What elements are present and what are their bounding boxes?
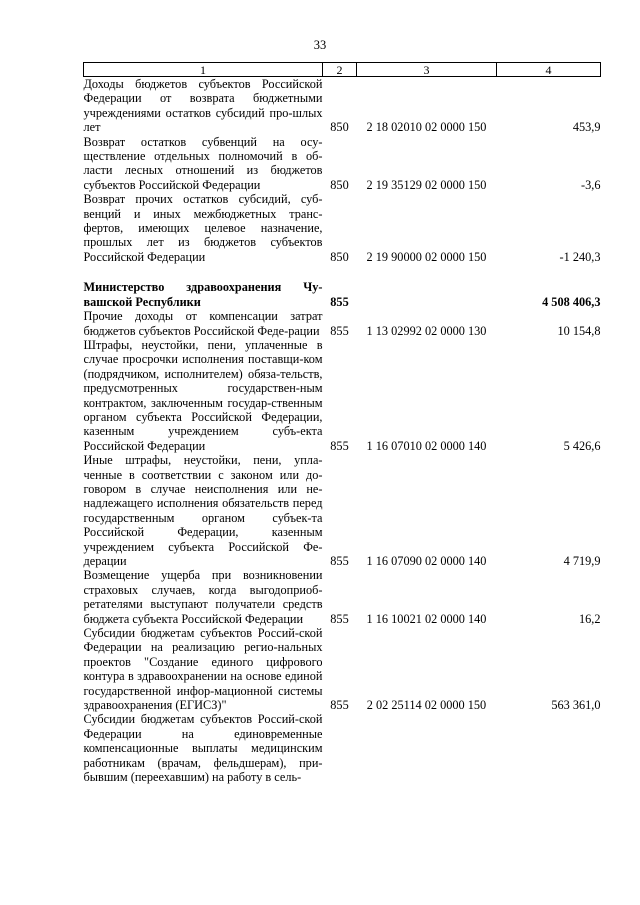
row-amount: [497, 712, 601, 784]
row-budget-code: 1 13 02992 02 0000 130: [366, 323, 487, 338]
row-org-code: 850: [330, 249, 349, 264]
spacer-cell: [357, 264, 497, 280]
page-number: 33: [313, 38, 327, 52]
row-amount: 563 361,0: [551, 698, 601, 713]
row-budget-code: 1 16 07090 02 0000 140: [366, 554, 487, 568]
row-org-code: 855: [330, 611, 349, 626]
header-row: [84, 63, 601, 77]
row-name: Доходы бюджетов субъектов Российской Федерации от возврата бюджетными учреждениями остатков субсидий про-шлых лет: [83, 77, 323, 135]
table-row: [84, 568, 601, 626]
row-name: Иные штрафы, неустойки, пени, упла-ченные в соответствии с законом или до-говором в случае неисполнения или не-надлежащего исполнения обязательств перед государственным органом субъек-та Российской Федерации, казенным учреждением субъекта Российской Фе-дерации: [83, 453, 323, 568]
table-row: [84, 135, 601, 193]
ministry-name: Министерство здравоохранения Чу-вашской Республики: [83, 280, 323, 309]
row-budget-code: 2 02 25114 02 0000 150: [366, 698, 487, 713]
row-amount: -3,6: [581, 177, 601, 192]
row-org-code: 855: [330, 698, 349, 713]
row-amount: 4 719,9: [563, 554, 601, 568]
column-header-4: 4: [497, 63, 601, 77]
row-amount: 16,2: [578, 611, 601, 626]
row-name: Прочие доходы от компенсации затрат бюджетов субъектов Российской Феде-рации: [83, 309, 323, 338]
table-row: [84, 309, 601, 338]
spacer-cell: [84, 264, 323, 280]
row-name: Субсидии бюджетам субъектов Россий-ской Федерации на реализацию регио-нальных проектов "Создание единого цифрового контура в здравоохранении на основе единой государственной инфор-мационной системы здравоохранения (ЕГИСЗ)": [83, 626, 323, 713]
row-amount: 453,9: [572, 120, 601, 135]
row-budget-code: 2 19 35129 02 0000 150: [366, 177, 487, 192]
row-name: Возврат остатков субвенций на осу-ществление отдельных полномочий в об-ласти лесных отношений из бюджетов субъектов Российской Федерации: [83, 134, 323, 192]
row-org-code: 855: [330, 323, 349, 338]
row-budget-code: [357, 712, 497, 784]
ministry-total-row: [84, 280, 601, 309]
column-header-3: 3: [357, 63, 497, 77]
row-org-code: 855: [330, 438, 349, 453]
row-amount: 10 154,8: [557, 323, 601, 338]
column-header-1: 1: [84, 63, 323, 77]
spacer-cell: [497, 264, 601, 280]
table-row: [84, 712, 601, 784]
row-budget-code: 1 16 07010 02 0000 140: [366, 438, 487, 453]
table-row: [84, 192, 601, 264]
revenue-table: [83, 62, 601, 785]
row-amount: 5 426,6: [563, 438, 601, 453]
spacer-cell: [323, 264, 357, 280]
row-name: Возврат прочих остатков субсидий, суб-венций и иных межбюджетных транс-фертов, имеющих целевое назначение, прошлых лет из бюджетов субъектов Российской Федерации: [83, 192, 323, 264]
table-row: [84, 626, 601, 712]
row-budget-code: 2 19 90000 02 0000 150: [366, 249, 487, 264]
column-header-2: 2: [323, 63, 357, 77]
row-budget-code: [357, 280, 497, 309]
table-row: [84, 453, 601, 568]
section-spacer: [84, 264, 601, 280]
table-header: [84, 63, 601, 77]
row-budget-code: 1 16 10021 02 0000 140: [366, 611, 487, 626]
row-budget-code: 2 18 02010 02 0000 150: [366, 120, 487, 135]
row-org-code: 855: [330, 294, 349, 309]
row-name: Штрафы, неустойки, пени, уплаченные в случае просрочки исполнения поставщи-ком (подрядчиком, исполнителем) обяза-тельств, предусмотренных государствен-ным контрактом, заключенным государ-ственным органом субъекта Российской Федерации, казенным учреждением субъ-екта Российской Федерации: [83, 337, 323, 453]
row-org-code: 855: [330, 554, 349, 568]
row-org-code: 850: [330, 177, 349, 192]
row-name: Субсидии бюджетам субъектов Россий-ской Федерации на единовременные компенсационные выплаты медицинским работникам (врачам, фельдшерам), при-бывшим (переехавшим) на работу в сель-: [83, 712, 323, 785]
row-org-code: [323, 712, 357, 784]
row-amount: -1 240,3: [559, 249, 601, 264]
row-org-code: 850: [330, 120, 349, 135]
table-row: [84, 77, 601, 135]
row-name: Возмещение ущерба при возникновении страховых случаев, когда выгодоприоб-ретателями выступают получатели средств бюджета субъекта Российской Федерации: [83, 568, 323, 626]
ministry-total-amount: 4 508 406,3: [542, 294, 601, 309]
table-row: [84, 338, 601, 453]
